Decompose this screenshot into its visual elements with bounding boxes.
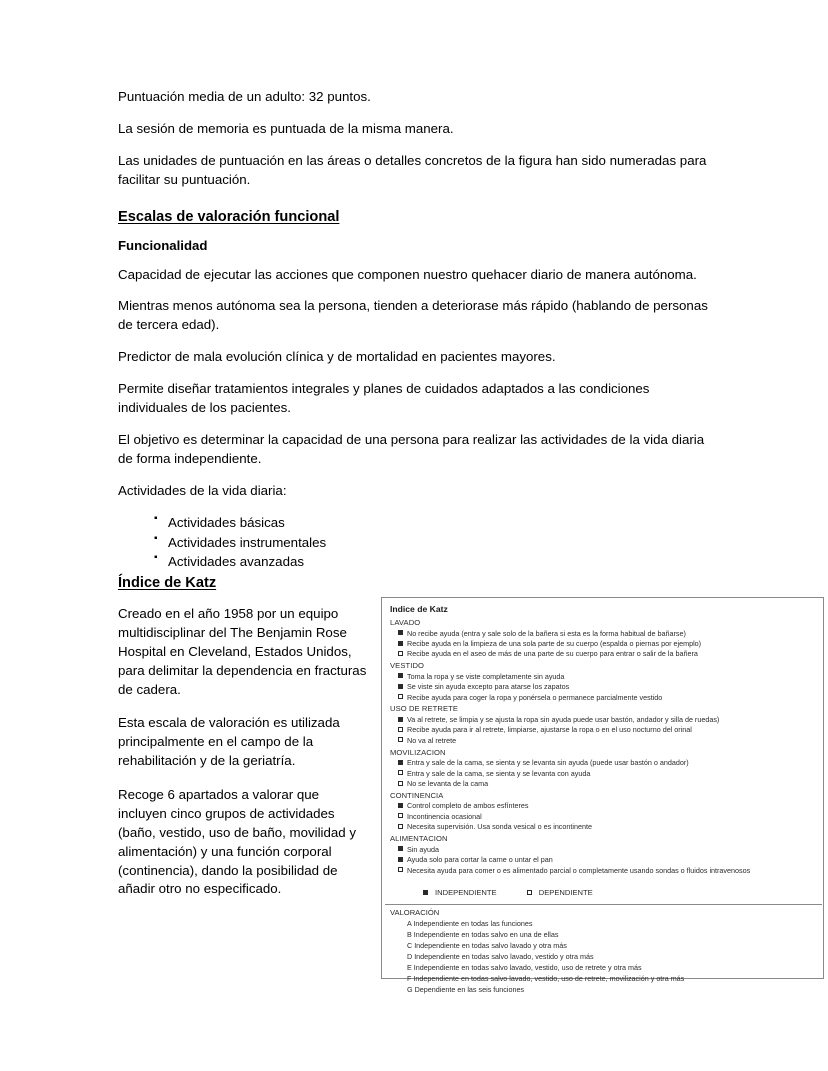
list-item: ▪ Actividades básicas (154, 513, 712, 532)
option-row (385, 682, 822, 692)
heading-escalas-valoracion-funcional: Escalas de valoración funcional (118, 208, 340, 225)
legend-item-dependiente (527, 888, 593, 897)
valoracion-line: B Independiente en todas salvo en una de ellas (407, 930, 559, 940)
valoracion-title: VALORACIÓN (390, 908, 440, 918)
option-text: Entra y sale de la cama, se sienta y se levanta con ayuda (407, 768, 591, 778)
figure-indice-de-katz (381, 597, 824, 994)
filled-square-icon (398, 673, 403, 678)
option-row (385, 844, 822, 854)
option-text: No recibe ayuda (entra y sale solo de la bañera si esta es la forma habitual de bañarse) (407, 628, 686, 638)
list-item: ▪ Actividades instrumentales (154, 533, 712, 552)
option-row (385, 865, 822, 875)
option-row (385, 714, 822, 724)
paragraph-intro-3: Las unidades de puntuación en las áreas o detalles concretos de la figura han sido numeradas para facilitar su puntuación. (118, 152, 707, 187)
option-text: Necesita supervisión. Usa sonda vesical o es incontinente (407, 822, 592, 832)
figure-legend (385, 888, 822, 900)
valoracion-line: G Dependiente en las seis funciones (407, 984, 525, 994)
category-label-alimentacion: ALIMENTACION (390, 834, 448, 844)
option-text: Recibe ayuda en la limpieza de una sola parte de su cuerpo (espalda o piernas por ejemplo) (407, 639, 702, 648)
subheading-funcionalidad: Funcionalidad (118, 237, 208, 253)
option-text: Recibe ayuda para coger la ropa y ponérsela o permanece parcialmente vestido (407, 692, 663, 702)
paragraph-intro-2: La sesión de memoria es puntuada de la misma manera. (118, 120, 454, 136)
legend-label: INDEPENDIENTE (435, 888, 497, 898)
option-row (385, 735, 822, 745)
valoracion-line: A Independiente en todas las funciones (407, 919, 533, 929)
option-row (385, 801, 822, 811)
option-text: No va al retrete (407, 735, 457, 745)
option-text: Recibe ayuda en el aseo de más de una parte de su cuerpo para entrar o salir de la bañera (407, 649, 698, 659)
filled-square-icon (398, 803, 403, 808)
paragraph-katz-1: Creado en el año 1958 por un equipo multidisciplinar del The Benjamin Rose Hospital en Cleveland, Estados Unidos, para delimitar la dependencia en fracturas de cadera. (118, 606, 367, 697)
category-label-continencia: CONTINENCIA (390, 790, 444, 800)
hollow-square-icon (398, 694, 403, 699)
option-row (385, 855, 822, 865)
valoracion-line: F Independiente en todas salvo lavado, vestido, uso de retrete, movilización y otra más (407, 973, 685, 983)
filled-square-icon (398, 717, 403, 722)
legend-label: DEPENDIENTE (538, 888, 593, 898)
hollow-square-icon (398, 727, 403, 732)
paragraph-intro-1: Puntuación media de un adulto: 32 puntos. (118, 89, 371, 104)
option-row (385, 822, 822, 832)
hollow-square-icon (527, 890, 532, 895)
option-row (385, 628, 822, 638)
paragraph-funcional-1: Capacidad de ejecutar las acciones que componen nuestro quehacer diario de manera autónoma. (118, 266, 697, 282)
katz-text-column (118, 575, 368, 914)
category-label-movilizacion: MOVILIZACION (390, 747, 446, 757)
hollow-square-icon (398, 867, 403, 872)
paragraph-funcional-5: El objetivo es determinar la capacidad de una persona para realizar las actividades de la vida diaria de forma independiente. (118, 431, 705, 466)
option-text: Entra y sale de la cama, se sienta y se levanta sin ayuda (puede usar bastón o andador) (407, 758, 689, 768)
option-text: Recibe ayuda para ir al retrete, limpiarse, ajustarse la ropa o en el uso nocturno del orinal (407, 725, 692, 735)
valoracion-line: C Independiente en todas salvo lavado y otra más (407, 941, 567, 951)
document-body (118, 88, 712, 584)
option-text: Control completo de ambos esfínteres (407, 801, 529, 811)
option-row (385, 649, 822, 659)
paragraph-funcional-3: Predictor de mala evolución clínica y de mortalidad en pacientes mayores. (118, 349, 556, 365)
option-text: Necesita ayuda para comer o es alimentado parcial o completamente usando sondas o fluidos intravenosos (407, 865, 751, 875)
paragraph-funcional-4: Permite diseñar tratamientos integrales y planes de cuidados adaptados a las condiciones individuales de los pacientes. (118, 381, 650, 415)
filled-square-icon (398, 857, 403, 862)
option-row (385, 768, 822, 778)
hollow-square-icon (398, 737, 403, 742)
hollow-square-icon (398, 824, 403, 829)
option-row (385, 692, 822, 702)
hollow-square-icon (398, 813, 403, 818)
filled-square-icon (423, 890, 428, 895)
filled-square-icon (398, 684, 403, 689)
category-label-lavado: LAVADO (390, 618, 421, 627)
figure-inner (385, 601, 822, 994)
figure-title: Indice de Katz (390, 604, 448, 614)
option-row (385, 725, 822, 735)
option-text: Va al retrete, se limpia y se ajusta la ropa sin ayuda puede usar bastón, andador y silla de ruedas) (407, 715, 720, 725)
filled-square-icon (398, 641, 403, 646)
list-item: ▪ Actividades avanzadas (154, 552, 712, 571)
option-text: Se viste sin ayuda excepto para atarse los zapatos (407, 682, 570, 692)
option-row (385, 811, 822, 821)
option-row (385, 778, 822, 788)
paragraph-funcional-6: Actividades de la vida diaria: (118, 482, 287, 498)
paragraph-katz-2: Esta escala de valoración es utilizada principalmente en el campo de la rehabilitación y de la geriatría. (118, 715, 340, 769)
hollow-square-icon (398, 781, 403, 786)
option-text: Sin ayuda (407, 844, 439, 854)
option-text: Incontinencia ocasional (407, 811, 482, 821)
option-text: Ayuda solo para cortar la carne o untar el pan (407, 855, 553, 865)
filled-square-icon (398, 630, 403, 635)
valoracion-line: E Independiente en todas salvo lavado, vestido, uso de retrete y otra más (407, 962, 642, 972)
option-text: Toma la ropa y se viste completamente sin ayuda (407, 671, 565, 681)
option-row (385, 638, 822, 648)
valoracion-line: D Independiente en todas salvo lavado, vestido y otra más (407, 951, 594, 961)
option-row (385, 758, 822, 768)
paragraph-funcional-2: Mientras menos autónoma sea la persona, tienden a deteriorase más rápido (hablando de personas de tercera edad). (118, 298, 708, 333)
heading-indice-de-katz: Índice de Katz (118, 575, 217, 591)
filled-square-icon (398, 846, 403, 851)
filled-square-icon (398, 760, 403, 765)
legend-item-independiente (423, 888, 497, 897)
hollow-square-icon (398, 651, 403, 656)
option-row (385, 671, 822, 681)
category-label-vestido: VESTIDO (390, 661, 425, 671)
hollow-square-icon (398, 770, 403, 775)
paragraph-katz-3: Recoge 6 apartados a valorar que incluyen cinco grupos de actividades (baño, vestido, uso de baño, movilidad y alimentación) y una función corporal (continencia), dando la posibilidad de añadir otro no especificado. (118, 787, 357, 897)
category-label-uso-de-retrete: USO DE RETRETE (390, 704, 459, 714)
list-actividades-vida-diaria (118, 513, 712, 571)
option-text: No se levanta de la cama (407, 779, 489, 789)
